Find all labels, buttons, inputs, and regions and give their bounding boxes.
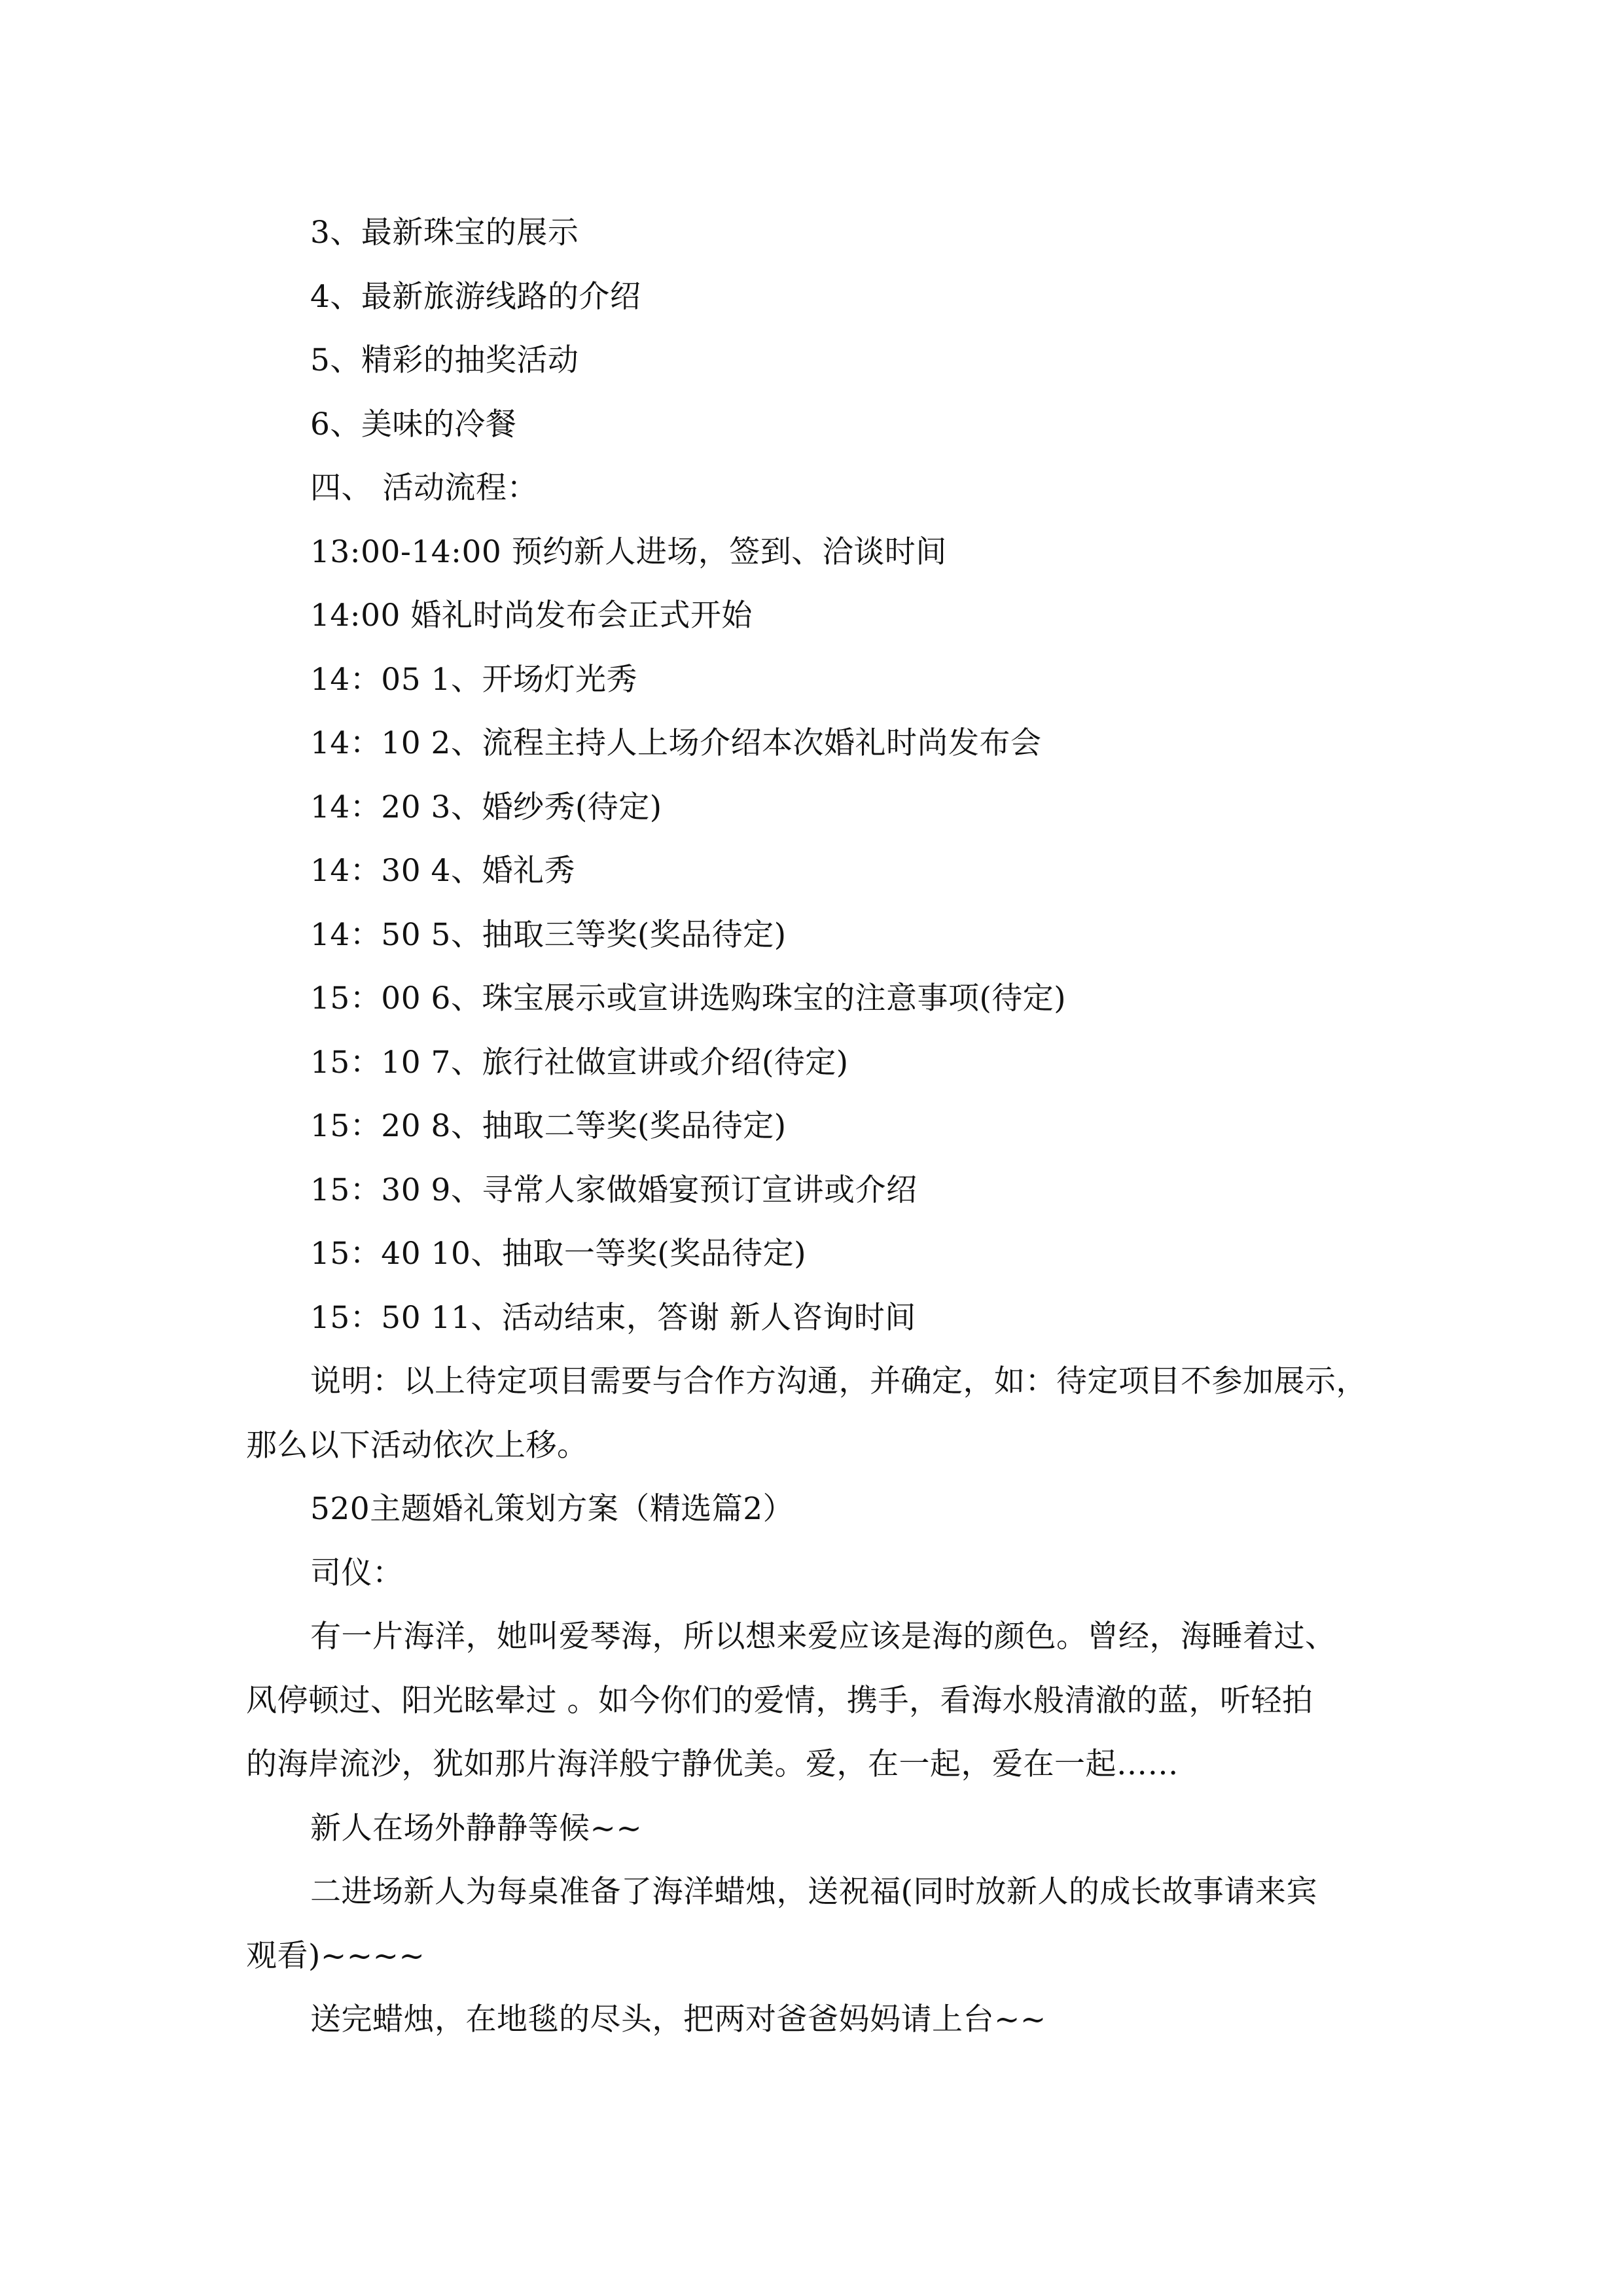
paragraph-line: 风停顿过、阳光眩晕过 。如今你们的爱情，携手，看海水般清澈的蓝，听轻拍 (246, 1683, 1313, 1719)
paragraph-line: 观看)~~~~ (246, 1938, 425, 1974)
section-heading: 四、 活动流程： (310, 470, 538, 506)
list-item: 6、美味的冷餐 (310, 406, 517, 442)
schedule-item: 14：20 3、婚纱秀(待定) (310, 789, 662, 825)
paragraph-line: 送完蜡烛，在地毯的尽头，把两对爸爸妈妈请上台~~ (310, 2001, 1046, 2037)
schedule-item: 15：30 9、寻常人家做婚宴预订宣讲或介绍 (310, 1172, 918, 1208)
article-title: 520主题婚礼策划方案（精选篇2） (310, 1491, 794, 1527)
schedule-item: 14:00 婚礼时尚发布会正式开始 (310, 598, 753, 634)
schedule-item: 14：50 5、抽取三等奖(奖品待定) (310, 917, 787, 953)
paragraph-line: 二进场新人为每桌准备了海洋蜡烛，送祝福(同时放新人的成长故事请来宾 (310, 1874, 1317, 1910)
list-item: 5、精彩的抽奖活动 (310, 342, 579, 378)
note-line: 那么以下活动依次上移。 (246, 1427, 588, 1463)
schedule-item: 15：40 10、抽取一等奖(奖品待定) (310, 1236, 807, 1272)
note-line: 说明：以上待定项目需要与合作方沟通，并确定，如：待定项目不参加展示， (310, 1363, 1367, 1399)
paragraph-line: 有一片海洋，她叫爱琴海，所以想来爱应该是海的颜色。曾经，海睡着过、 (310, 1619, 1336, 1655)
host-label: 司仪： (310, 1555, 404, 1591)
schedule-item: 15：20 8、抽取二等奖(奖品待定) (310, 1108, 787, 1144)
schedule-item: 14：05 1、开场灯光秀 (310, 662, 637, 698)
paragraph-line: 的海岸流沙，犹如那片海洋般宁静优美。爱，在一起，爱在一起…… (246, 1746, 1179, 1782)
schedule-item: 13:00-14:00 预约新人进场，签到、洽谈时间 (310, 534, 947, 570)
schedule-item: 14：10 2、流程主持人上场介绍本次婚礼时尚发布会 (310, 725, 1042, 761)
schedule-item: 14：30 4、婚礼秀 (310, 853, 575, 889)
schedule-item: 15：10 7、旅行社做宣讲或介绍(待定) (310, 1045, 849, 1081)
paragraph-line: 新人在场外静静等候~~ (310, 1810, 643, 1846)
list-item: 4、最新旅游线路的介绍 (310, 279, 641, 315)
list-item: 3、最新珠宝的展示 (310, 215, 579, 251)
schedule-item: 15：50 11、活动结束，答谢 新人咨询时间 (310, 1300, 916, 1336)
schedule-item: 15：00 6、珠宝展示或宣讲选购珠宝的注意事项(待定) (310, 980, 1067, 1016)
